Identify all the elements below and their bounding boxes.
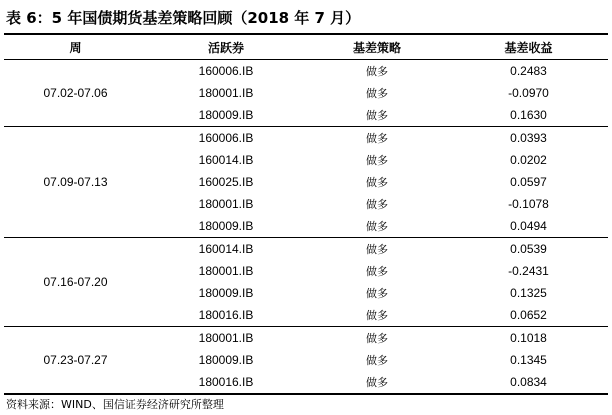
return-cell: 0.1325 (510, 286, 547, 300)
return-cell: -0.1078 (508, 197, 549, 211)
strategy-cell: 做多 (305, 304, 449, 327)
footer-rule (4, 393, 608, 395)
period-cell: 07.16-07.20 (4, 238, 147, 327)
bond-cell: 180009.IB (147, 104, 305, 127)
table-body (4, 60, 608, 394)
bond-cell: 180009.IB (198, 286, 254, 300)
strategy-cell: 做多 (366, 287, 388, 300)
bond-cell: 180001.IB (198, 264, 254, 278)
strategy-cell: 做多 (366, 176, 388, 189)
strategy-cell: 做多 (366, 354, 388, 367)
bond-cell: 180001.IB (198, 331, 254, 345)
bond-cell: 180009.IB (198, 353, 254, 367)
return-cell: 0.0494 (449, 215, 608, 238)
return-cell: 0.1630 (449, 104, 608, 127)
bond-cell: 160014.IB (198, 153, 254, 167)
column-header-period: 周 (4, 36, 147, 60)
table-title: 表 6：5 年国债期货基差策略回顾（2018 年 7 月） (6, 9, 361, 27)
period-cell: 07.09-07.13 (4, 127, 147, 238)
bond-cell: 180016.IB (147, 371, 305, 394)
basis-strategy-table (4, 36, 608, 394)
return-cell: 0.1345 (510, 353, 547, 367)
table-row (4, 60, 608, 83)
return-cell: 0.0393 (510, 131, 547, 145)
column-header-return: 基差收益 (449, 36, 608, 60)
bond-cell: 180009.IB (147, 215, 305, 238)
return-cell: 0.0597 (510, 175, 547, 189)
strategy-cell: 做多 (366, 65, 388, 78)
strategy-cell: 做多 (305, 104, 449, 127)
return-cell: 0.0834 (449, 371, 608, 394)
return-cell: 0.2483 (510, 64, 547, 78)
return-cell: 0.0202 (510, 153, 547, 167)
period-cell: 07.02-07.06 (4, 60, 147, 127)
return-cell: 0.1018 (510, 331, 547, 345)
table-row (4, 127, 608, 150)
return-cell: -0.0970 (508, 86, 549, 100)
return-cell: -0.2431 (508, 264, 549, 278)
strategy-cell: 做多 (366, 198, 388, 211)
strategy-cell: 做多 (305, 371, 449, 394)
bond-cell: 180001.IB (198, 197, 254, 211)
strategy-cell: 做多 (366, 87, 388, 100)
header-row (4, 36, 608, 60)
strategy-cell: 做多 (366, 132, 388, 145)
return-cell: 0.0539 (510, 242, 547, 256)
column-header-strategy: 基差策略 (305, 36, 449, 60)
strategy-cell: 做多 (366, 332, 388, 345)
bond-cell: 160006.IB (198, 131, 254, 145)
bond-cell: 180001.IB (198, 86, 254, 100)
return-cell: 0.0652 (449, 304, 608, 327)
table-row (4, 327, 608, 350)
bond-cell: 160006.IB (198, 64, 254, 78)
column-header-bond: 活跃券 (147, 36, 305, 60)
table-row (4, 238, 608, 261)
strategy-cell: 做多 (305, 215, 449, 238)
strategy-cell: 做多 (366, 243, 388, 256)
period-cell: 07.23-07.27 (4, 327, 147, 394)
bond-cell: 160014.IB (198, 242, 254, 256)
bond-cell: 160025.IB (198, 175, 254, 189)
source-note: 资料来源：WIND、国信证券经济研究所整理 (6, 398, 224, 411)
strategy-cell: 做多 (366, 154, 388, 167)
title-rule (4, 33, 608, 35)
strategy-cell: 做多 (366, 265, 388, 278)
bond-cell: 180016.IB (147, 304, 305, 327)
